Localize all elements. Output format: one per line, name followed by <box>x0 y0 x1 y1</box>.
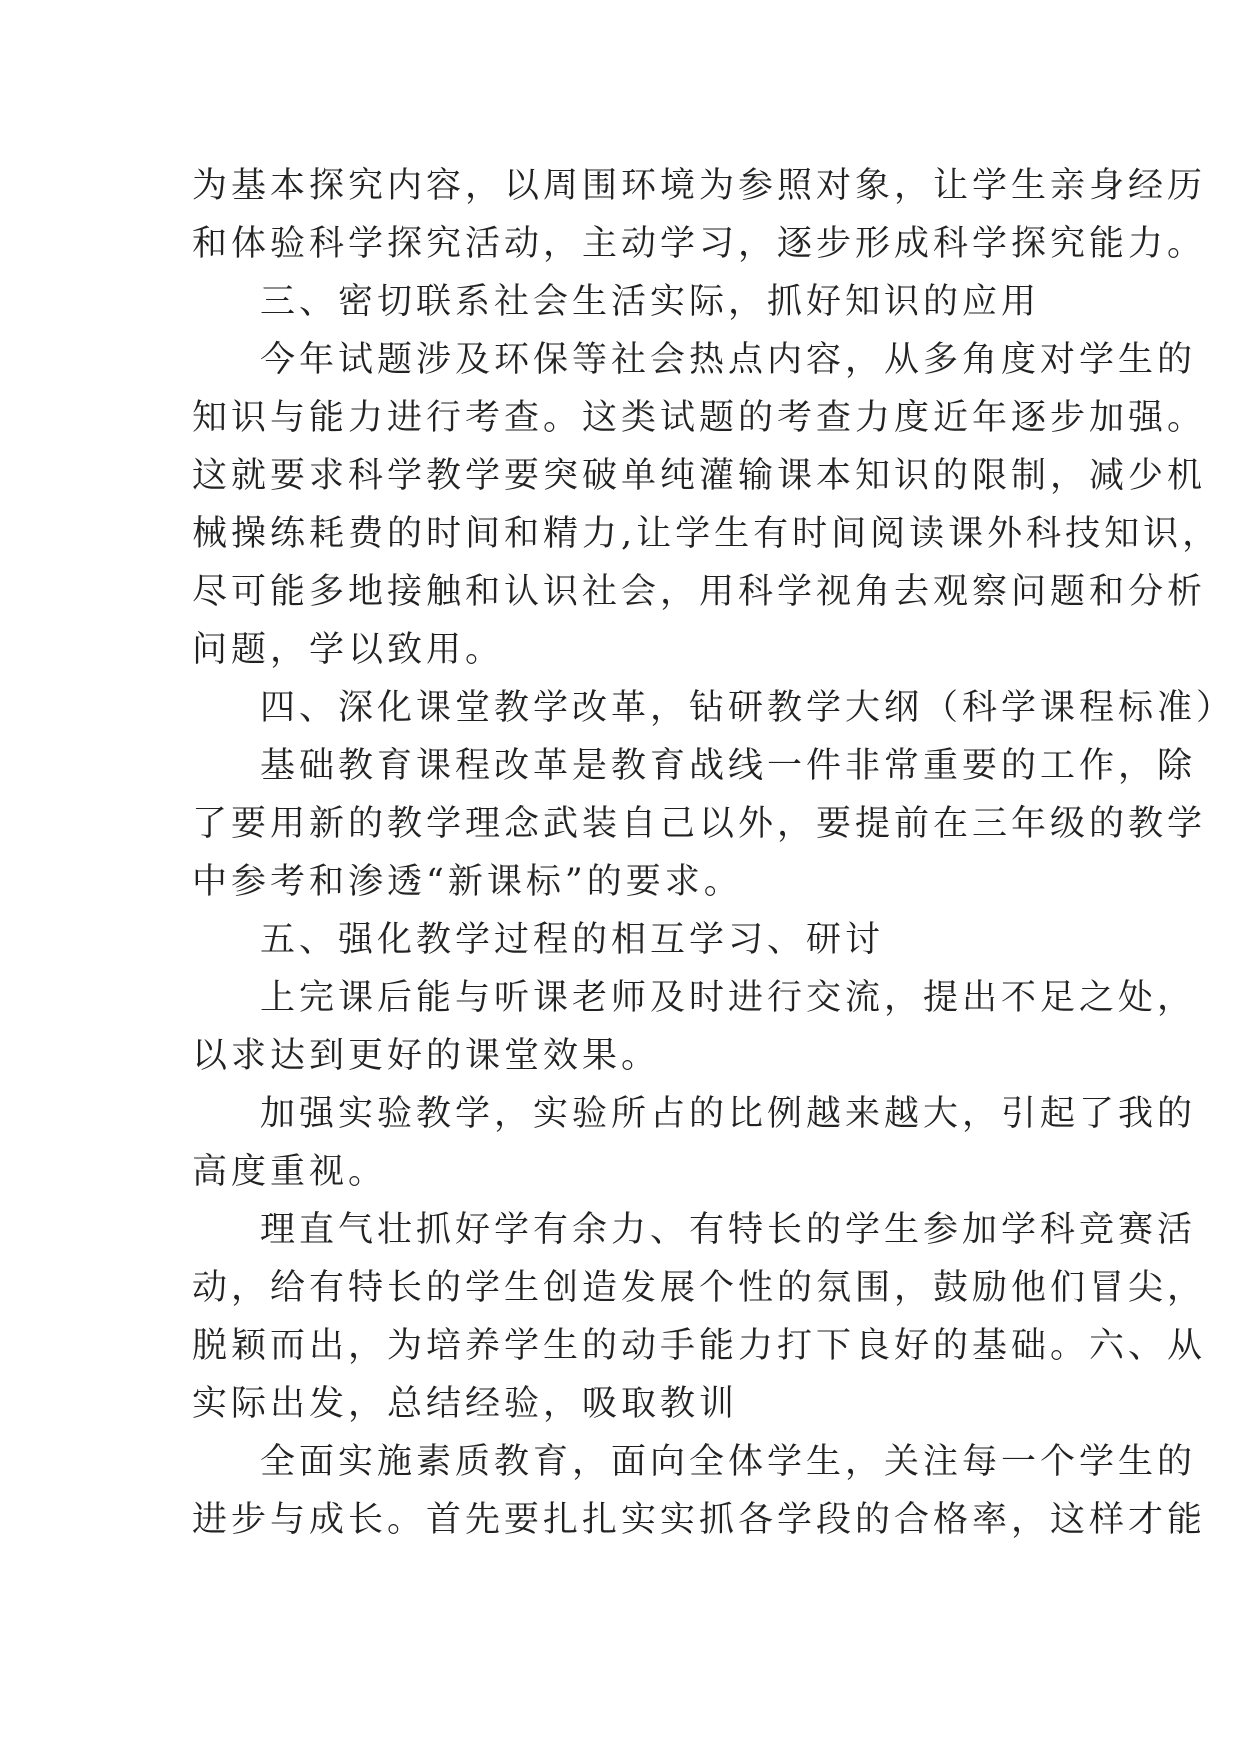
text-line: 基础教育课程改革是教育战线一件非常重要的工作，除 <box>260 746 1197 786</box>
document-body <box>192 157 1236 1549</box>
text-line: 理直气壮抓好学有余力、有特长的学生参加学科竞赛活 <box>260 1210 1197 1250</box>
text-line: 加强实验教学，实验所占的比例越来越大，引起了我的 <box>260 1094 1197 1134</box>
section-heading: 四、深化课堂教学改革，钻研教学大纲（科学课程标准） <box>260 688 1236 728</box>
text-line: 动，给有特长的学生创造发展个性的氛围，鼓励他们冒尖， <box>192 1268 1207 1308</box>
text-line: 了要用新的教学理念武装自己以外，要提前在三年级的教学 <box>192 804 1207 844</box>
text-line: 尽可能多地接触和认识社会，用科学视角去观察问题和分析 <box>192 572 1207 612</box>
text-line: 进步与成长。首先要扎扎实实抓各学段的合格率，这样才能 <box>192 1500 1207 1540</box>
text-line: 这就要求科学教学要突破单纯灌输课本知识的限制，减少机 <box>192 456 1207 496</box>
text-line: 和体验科学探究活动，主动学习，逐步形成科学探究能力。 <box>192 224 1207 264</box>
text-line: 问题，学以致用。 <box>192 630 505 670</box>
text-line: 为基本探究内容，以周围环境为参照对象，让学生亲身经历 <box>192 166 1207 206</box>
text-line: 全面实施素质教育，面向全体学生，关注每一个学生的 <box>260 1442 1197 1482</box>
text-line: 实际出发，总结经验，吸取教训 <box>192 1384 739 1424</box>
text-line: 械操练耗费的时间和精力,让学生有时间阅读课外科技知识， <box>192 514 1222 554</box>
text-line: 高度重视。 <box>192 1152 388 1192</box>
text-line: 脱颖而出，为培养学生的动手能力打下良好的基础。六、从 <box>192 1326 1207 1366</box>
text-line: 以求达到更好的课堂效果。 <box>192 1036 661 1076</box>
text-line: 知识与能力进行考查。这类试题的考查力度近年逐步加强。 <box>192 398 1207 438</box>
text-line: 上完课后能与听课老师及时进行交流，提出不足之处， <box>260 978 1197 1018</box>
section-heading: 五、强化教学过程的相互学习、研讨 <box>260 920 885 960</box>
text-line: 中参考和渗透“新课标”的要求。 <box>192 862 743 902</box>
section-heading: 三、密切联系社会生活实际，抓好知识的应用 <box>260 282 1041 322</box>
text-line: 今年试题涉及环保等社会热点内容，从多角度对学生的 <box>260 340 1197 380</box>
